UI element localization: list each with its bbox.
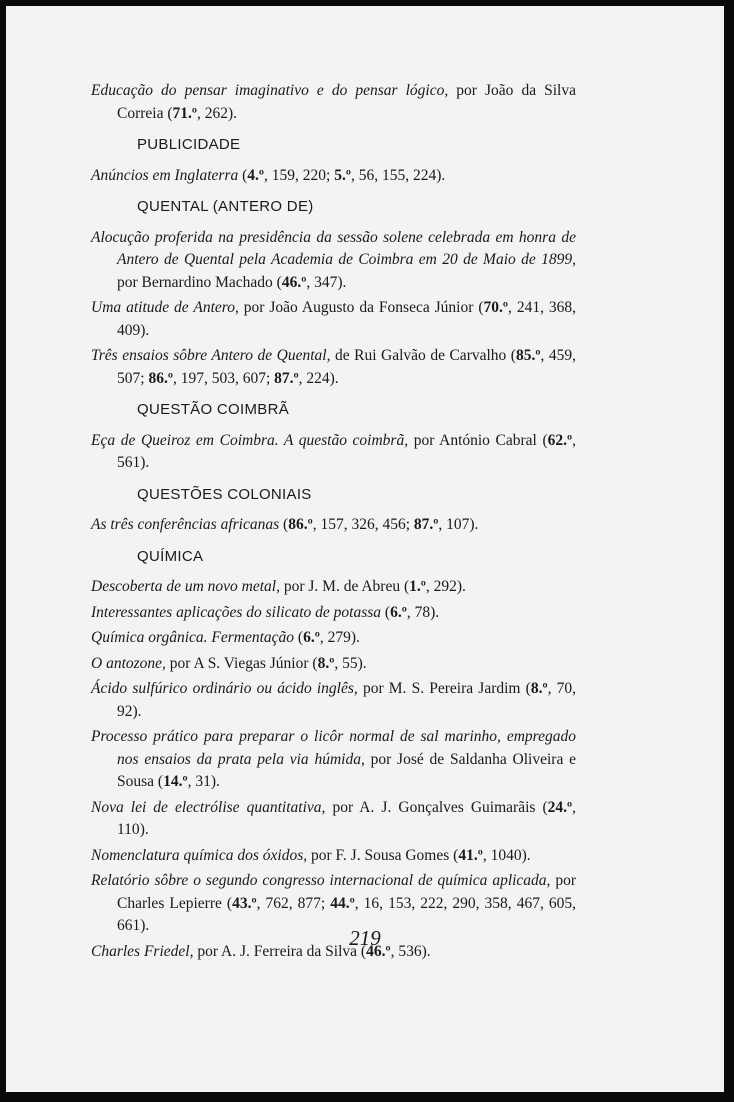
volume-number: 46.º: [281, 273, 307, 291]
entry-author: por António Cabral (: [408, 431, 548, 449]
volume-number: 4.º: [247, 166, 265, 184]
page-numbers: , 459, 507;: [117, 347, 576, 387]
index-entry: [91, 345, 576, 390]
entry-tail: ).: [140, 454, 150, 471]
entry-author: por José de Saldanha Oliveira e Sousa (: [117, 750, 576, 790]
entry-tail: ).: [421, 942, 431, 960]
index-entry: [91, 576, 576, 599]
entry-title: Charles Friedel,: [91, 942, 194, 960]
volume-number: 62.º: [547, 431, 573, 449]
entry-title: Anúncios em Inglaterra: [91, 166, 239, 184]
entry-tail: ).: [456, 578, 466, 595]
entry-author: por M. S. Pereira Jardim (: [357, 680, 531, 697]
page-numbers: , 241, 368, 409: [117, 299, 576, 339]
entry-author: por J. M. de Abreu (: [279, 578, 410, 595]
index-entry: [91, 297, 576, 342]
page-numbers: , 16, 153, 222, 290, 358, 467, 605, 661: [117, 894, 577, 934]
entry-author: por A S. Viegas Júnior (: [165, 654, 318, 672]
index-entry: [91, 845, 576, 868]
entry-tail: ).: [521, 846, 531, 864]
entry-author: (: [238, 166, 248, 184]
index-entry: [91, 627, 576, 650]
section-heading: QUÍMICA: [137, 547, 204, 565]
entry-tail: ).: [436, 166, 446, 184]
page-numbers: , 279: [319, 629, 351, 646]
volume-number: 44.º: [330, 894, 355, 912]
page-numbers: , 110: [117, 798, 576, 838]
index-entry: [91, 430, 576, 475]
entry-author: por Charles Lepierre (: [117, 872, 576, 912]
page-numbers: , 292: [425, 578, 457, 595]
entry-tail: ).: [350, 629, 360, 646]
entry-title: Descoberta de um novo metal,: [91, 578, 280, 595]
section-heading: QUESTÕES COLONIAIS: [137, 485, 312, 503]
page-number: 219: [349, 926, 381, 950]
entry-title: Ácido sulfúrico ordinário ou ácido inglês,: [91, 680, 358, 697]
index-entry: [91, 678, 576, 723]
entry-author: por A. J. Ferreira da Silva (: [193, 942, 367, 960]
entry-title: Alocução proferida na presidência da sessão solene celebrada em honra de Antero de Quental pela Academia de Coimbra em 20 de Maio de 1899,: [91, 228, 576, 268]
volume-number: 24.º: [547, 798, 573, 816]
volume-number: 14.º: [163, 773, 188, 790]
entry-title: Relatório sôbre o segundo congresso internacional de química aplicada,: [91, 872, 551, 889]
entry-tail: ).: [140, 917, 150, 934]
entry-author: (: [279, 516, 289, 533]
volume-number: 87.º: [413, 516, 439, 533]
volume-number: 86.º: [148, 369, 173, 387]
index-entry: [91, 227, 576, 295]
entry-tail: ).: [132, 702, 142, 720]
entry-title: Interessantes aplicações do silicato de potassa: [91, 603, 382, 621]
entry-title: Processo prático para preparar o licôr normal de sal marinho, empregado nos ensaios da prata pela via húmida,: [91, 728, 576, 768]
entry-author: por Bernardino Machado (: [117, 273, 282, 291]
volume-number: 6.º: [390, 603, 407, 621]
entry-author: por João Augusto da Fonseca Júnior (: [238, 299, 484, 316]
entry-tail: ).: [357, 654, 367, 672]
entry-author: (: [294, 629, 304, 646]
book-page: [6, 6, 724, 1092]
volume-number: 43.º: [232, 894, 257, 912]
entry-author: de Rui Galvão de Carvalho (: [330, 347, 516, 364]
entry-title: Educação do pensar imaginativo e do pensar lógico,: [91, 82, 449, 99]
volume-number: 87.º: [274, 369, 299, 387]
volume-number: 85.º: [515, 347, 541, 364]
page-numbers: , 1040: [482, 846, 522, 864]
entry-title: Uma atitude de Antero,: [91, 299, 239, 316]
entry-author: por F. J. Sousa Gomes (: [307, 846, 459, 864]
volume-number: 5.º: [334, 166, 351, 184]
page-numbers: , 159, 220;: [264, 166, 335, 184]
page-numbers: , 70, 92: [117, 680, 576, 720]
page-numbers: , 107: [438, 516, 470, 533]
index-entry: [91, 797, 576, 842]
entry-title: Química orgânica. Fermentação: [91, 629, 295, 646]
index-entry: [91, 602, 576, 625]
volume-number: 71.º: [172, 104, 198, 122]
entry-author: (: [381, 603, 391, 621]
entry-title: As três conferências africanas: [91, 516, 280, 533]
entry-tail: ).: [210, 773, 220, 790]
volume-number: 86.º: [288, 516, 313, 533]
entry-tail: ).: [337, 273, 347, 291]
volume-number: 6.º: [303, 629, 320, 646]
entry-tail: ).: [329, 369, 339, 387]
volume-number: 70.º: [483, 299, 508, 316]
entry-title: Nomenclatura química dos óxidos,: [91, 846, 308, 864]
section-heading: PUBLICIDADE: [137, 136, 241, 153]
index-content: [91, 80, 576, 966]
entry-tail: ).: [228, 104, 238, 122]
page-numbers: , 224: [298, 369, 330, 387]
entry-title: Nova lei de electrólise quantitativa,: [91, 798, 326, 816]
volume-number: 1.º: [409, 578, 426, 595]
section-heading: QUENTAL (ANTERO DE): [137, 198, 314, 215]
entry-author: por João da Silva Correia (: [117, 82, 576, 122]
section-heading: QUESTÃO COIMBRÃ: [137, 401, 290, 418]
page-numbers: , 157, 326, 456;: [312, 516, 414, 533]
entry-tail: ).: [139, 821, 149, 838]
page-numbers: , 197, 503, 607;: [172, 369, 275, 387]
volume-number: 8.º: [317, 654, 335, 672]
index-entry: [91, 165, 576, 188]
page-numbers: , 762, 877;: [256, 894, 331, 912]
index-entry: [91, 80, 576, 125]
page-numbers: , 536: [390, 942, 422, 960]
entry-title: O antozone,: [91, 654, 166, 672]
volume-number: 46.º: [366, 942, 391, 960]
page-numbers: , 262: [197, 104, 229, 122]
entry-author: por A. J. Gonçalves Guimarãis (: [325, 798, 548, 816]
index-entry: [91, 514, 576, 537]
page-numbers: , 55: [334, 654, 358, 672]
page-numbers: , 561: [117, 431, 576, 471]
entry-tail: ).: [430, 603, 440, 621]
index-entry: [91, 726, 576, 794]
entry-tail: ).: [140, 321, 150, 339]
entry-title: Três ensaios sôbre Antero de Quental,: [91, 347, 331, 364]
page-numbers: , 347: [306, 273, 338, 291]
entry-title: Eça de Queiroz em Coimbra. A questão coimbrã,: [91, 431, 409, 449]
page-numbers: , 78: [406, 603, 431, 621]
page-numbers: , 31: [187, 773, 211, 790]
volume-number: 8.º: [530, 680, 548, 697]
index-entry: [91, 653, 576, 676]
volume-number: 41.º: [458, 846, 483, 864]
page-numbers: , 56, 155, 224: [350, 166, 437, 184]
entry-tail: ).: [469, 516, 479, 533]
